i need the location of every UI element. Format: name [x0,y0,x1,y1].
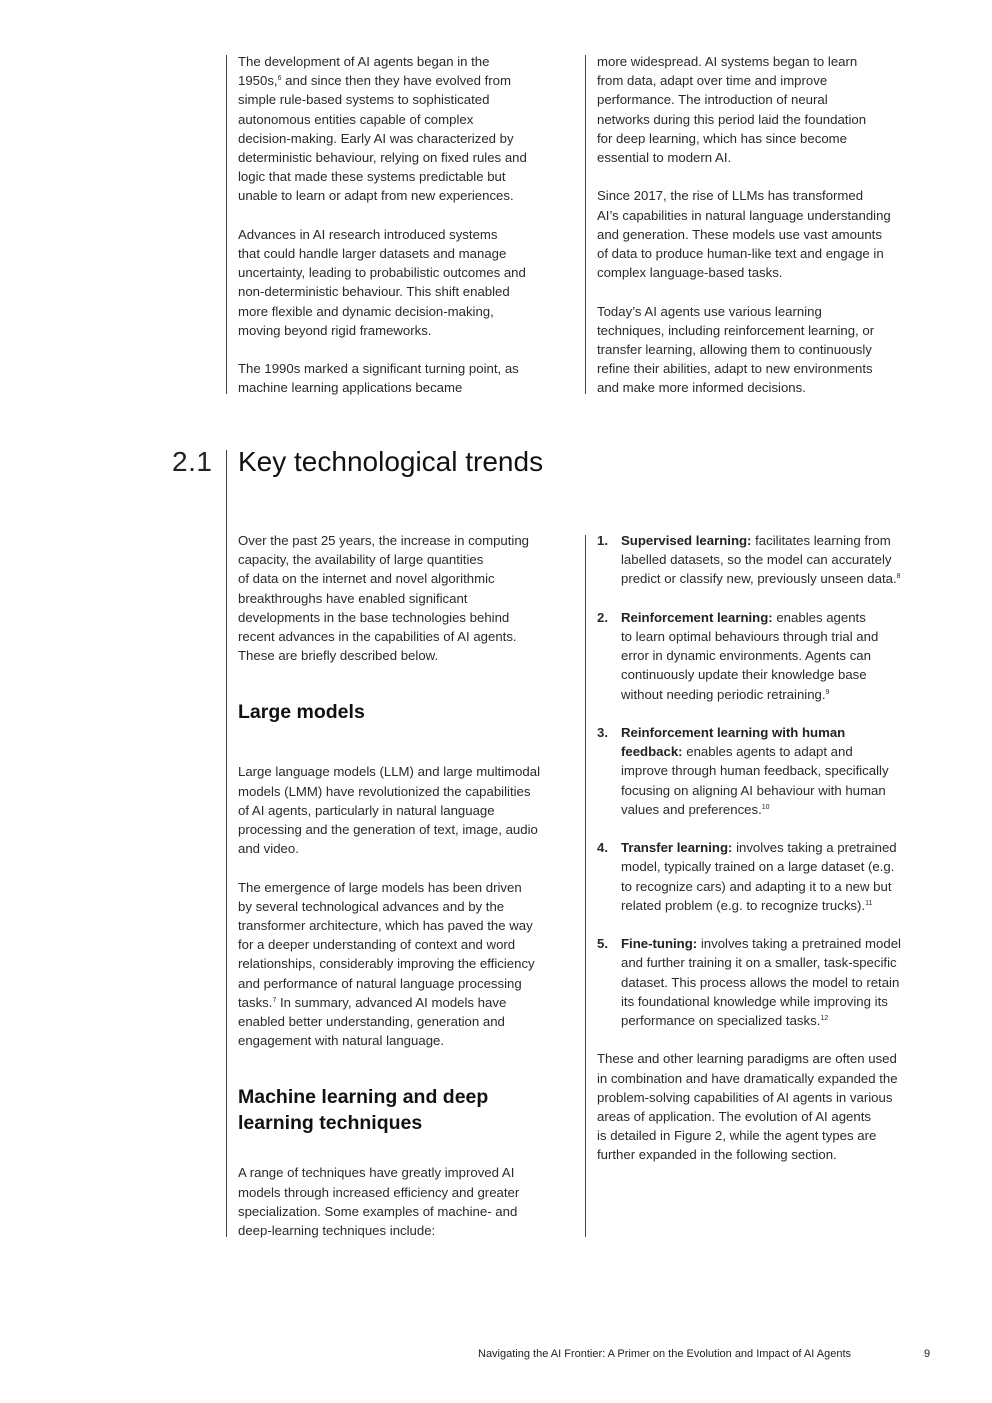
closing-paragraph: These and other learning paradigms are often used in combination and have dramatically expanded the problem-solving capabilities of AI agents in various areas of application. The evolution of AI agents is detailed in Figure 2, while the agent types are further expanded in the following section. [597,1051,898,1163]
body-right-column [597,531,942,1165]
footer-title-bold: Navigating the AI Frontier: [478,1348,606,1360]
footnote-ref: 6 [277,75,282,83]
intro-paragraph: The development of AI agents began in the 1950s,$^6$ and since then they have evolved from simple rule-based systems to sophisticated autonomous entities capable of complex decision-making. Early AI was characterized by deterministic behaviour, relying on fixed rules and logic that made these systems predictable but unable to learn or adapt from new experiences. [238,54,527,204]
intro-left-column [238,52,583,398]
intro-paragraph: more widespread. AI systems began to learn from data, adapt over time and improve performance. The introduction of neural networks during this period laid the foundation for deep learning, which has since become essential to modern AI. [597,54,867,166]
footer-title: A Primer on the Evolution and Impact of AI Agents [605,1348,852,1360]
intro-paragraph: Today’s AI agents use various learning techniques, including reinforcement learning, or transfer learning, allowing them to continuously refine their abilities, adapt to new environments and make more informed decisions. [597,303,875,396]
section-number: 2.1 [172,446,213,477]
subheading-large-models: Large models [238,701,365,724]
large-models-paragraph: The emergence of large models has been driven by several technological advances and by the transformer architecture, which has paved the way for a deeper understanding of context and word relationships, considerably improving the efficiency and performance of natural language processing tasks.$^7$ In summary, advanced AI models have enabled better understanding, generation and engagement with natural language. [238,879,535,1049]
list-item: 1. Supervised learning: facilitates learning from labelled datasets, so the model can accurately predict or classify new, previously unseen data.$^8$ [597,533,901,587]
running-footer [478,1346,851,1362]
body-left-column [238,531,583,1240]
techniques-list [597,531,942,1030]
large-models-paragraph: Large language models (LLM) and large multimodal models (LMM) have revolutionized the capabilities of AI agents, particularly in natural language processing and the generation of text, image, audio and video. [238,764,541,857]
intro-right-rule [585,55,586,394]
intro-right-column [597,52,942,398]
list-item: 3. Reinforcement learning with human feedback: enables agents to adapt and improve through human feedback, specifically focusing on aligning AI behaviour with human values and preferences.$^{10}$ [597,725,889,817]
list-item: 5. Fine-tuning: involves taking a pretrained model and further training it on a smaller, task-specific dataset. This process allows the model to retain its foundational knowledge while improving its performance on specialized tasks.$^{12}$ [597,936,901,1029]
page-number: 9 [924,1348,931,1360]
footnote-ref: 7 [272,996,277,1004]
section-rule [226,450,227,1237]
intro-paragraph: Advances in AI research introduced systems that could handle larger datasets and manage uncertainty, leading to probabilistic outcomes and non-deterministic behaviour. This shift enabled more flexible and dynamic decision-making, moving beyond rigid frameworks. [238,226,526,338]
intro-paragraph: The 1990s marked a significant turning point, as machine learning applications became [238,361,519,396]
body-right-rule [585,535,586,1237]
section-title: Key technological trends [238,446,544,477]
ml-paragraph: A range of techniques have greatly improved AI models through increased efficiency and greater specialization. Some examples of machine- and deep-learning techniques include: [238,1165,520,1239]
subheading-ml-techniques: Machine learning and deep learning techniques [238,1086,489,1135]
intro-paragraph: Since 2017, the rise of LLMs has transformed AI’s capabilities in natural language understanding and generation. These models use vast amounts of data to produce human-like text and engage in complex language-based tasks. [597,188,891,281]
intro-left-rule [226,55,227,394]
list-item: 2. Reinforcement learning: enables agents to learn optimal behaviours through trial and error in dynamic environments. Agents can continuously update their knowledge base without needing periodic retraining.$^9$ [597,609,879,702]
list-item: 4. Transfer learning: involves taking a pretrained model, typically trained on a large dataset (e.g. to recognize cars) and adapting it to a new but related problem (e.g. to recognize trucks).$^{11}$ [597,840,897,913]
section-intro-paragraph: Over the past 25 years, the increase in computing capacity, the availability of large quantities of data on the internet and novel algorithmic breakthroughs have enabled significant developments in the base technologies behind recent advances in the capabilities of AI agents. These are briefly described below. [238,533,530,664]
